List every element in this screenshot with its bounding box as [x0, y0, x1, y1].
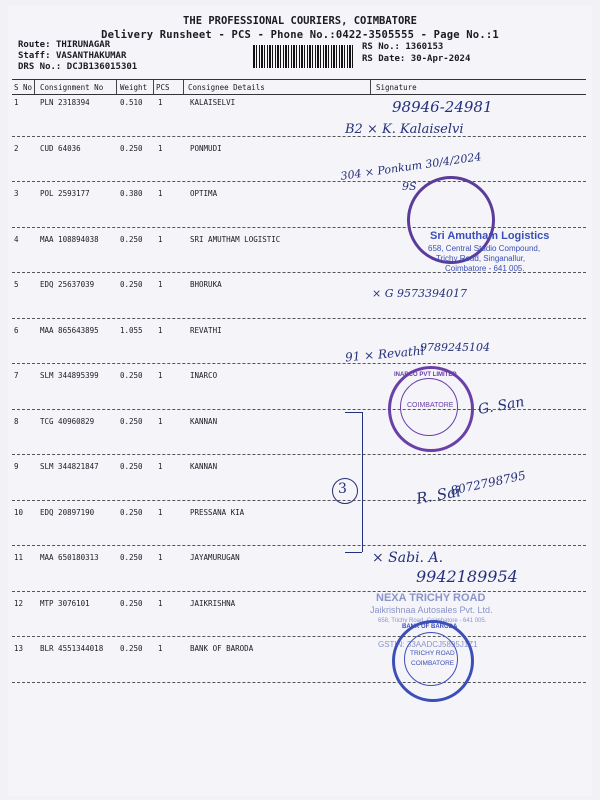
consignment-cell: PLN 2318394: [40, 98, 90, 107]
table-header-rule: [12, 94, 586, 95]
stamp-inner-text: COIMBATORE: [407, 402, 454, 409]
consignment-cell: CUD 64036: [40, 143, 81, 153]
row-separator: [12, 318, 586, 319]
row-separator: [12, 136, 586, 137]
handwritten-signature: × Sabi. A.: [372, 550, 444, 566]
handwritten-phone: 8072798795: [449, 468, 527, 498]
sno-cell: 4: [14, 234, 19, 244]
pcs-cell: 1: [158, 598, 163, 608]
drs-value: DCJB136015301: [66, 62, 138, 72]
weight-cell: 0.510: [120, 98, 143, 107]
consignment-cell: SLM 344821847: [40, 462, 99, 471]
handwritten-signature: R. Sai: [414, 482, 463, 508]
row-separator: [12, 500, 586, 501]
weight-cell: 0.250: [120, 371, 143, 380]
staff-label: Staff:: [18, 51, 51, 61]
handwritten-signature: 91 × Revathi: [344, 343, 425, 365]
pcs-cell: 1: [158, 143, 163, 153]
consignee-cell: BANK OF BARODA: [190, 644, 254, 653]
weight-cell: 0.380: [120, 189, 143, 198]
route-label: Route:: [18, 40, 51, 50]
row-separator: [12, 591, 586, 592]
handwritten-phone: 9942189954: [416, 567, 518, 586]
weight-cell: 1.055: [120, 325, 143, 335]
stamp-address: Coimbatore - 641 005.: [445, 264, 525, 273]
weight-cell: 0.250: [120, 507, 143, 517]
row-separator: [12, 636, 586, 637]
stamp-gstin: GSTIN: 33AADCJ5895J1Z1: [378, 640, 478, 649]
col-header-consignment: Consignment No: [40, 83, 104, 92]
sno-cell: 9: [14, 462, 19, 471]
weight-cell: 0.250: [120, 644, 143, 653]
drs-line: [18, 62, 137, 72]
col-divider: [34, 80, 35, 94]
sno-cell: 7: [14, 371, 19, 380]
pcs-cell: 1: [158, 644, 163, 653]
consignment-cell: MAA 650180313: [40, 553, 99, 562]
table-top-rule: [12, 79, 586, 80]
handwritten-phone: 98946-24981: [392, 98, 493, 116]
handwritten-phone: 9789245104: [420, 341, 490, 354]
col-header-pcs: PCS: [156, 83, 170, 92]
consignee-cell: BHORUKA: [190, 280, 222, 289]
rs-no-line: [362, 42, 443, 52]
stamp-title: NEXA TRICHY ROAD: [376, 592, 486, 604]
stamp-company: Jaikrishnaa Autosales Pvt. Ltd.: [370, 605, 493, 615]
row-separator: [12, 363, 586, 364]
col-header-consignee: Consignee Details: [188, 83, 265, 92]
handwritten-note: 9S: [402, 180, 417, 193]
sno-cell: 13: [14, 644, 24, 653]
pcs-cell: 1: [158, 462, 163, 471]
col-divider: [183, 80, 184, 94]
consignee-cell: KANNAN: [190, 462, 218, 471]
route-value: THIRUNAGAR: [55, 40, 111, 50]
weight-cell: 0.250: [120, 416, 143, 426]
pcs-cell: 1: [158, 507, 163, 517]
runsheet-subtitle: Delivery Runsheet - PCS - Phone No.:0422-3505555 - Page No.:1: [101, 29, 499, 41]
weight-cell: 0.250: [120, 280, 143, 289]
drs-label: DRS No.:: [18, 62, 62, 72]
rs-date-label: RS Date:: [362, 54, 406, 64]
consignment-cell: TCG 40960829: [40, 416, 95, 426]
sno-cell: 10: [14, 507, 24, 517]
consignee-cell: KALAISELVI: [190, 98, 236, 107]
rs-date-value: 30-Apr-2024: [410, 54, 471, 64]
sno-cell: 1: [14, 98, 19, 107]
stamp-ring-text: INARCO PVT LIMITED: [394, 372, 457, 378]
sno-cell: 8: [14, 416, 19, 426]
pcs-cell: 1: [158, 98, 163, 107]
weight-cell: 0.250: [120, 598, 143, 608]
consignment-cell: EDQ 20897190: [40, 507, 95, 517]
handwritten-bracket: [345, 552, 362, 553]
stamp-address: 658, Central Studio Compound,: [428, 244, 541, 253]
col-divider: [153, 80, 154, 94]
pcs-cell: 1: [158, 325, 163, 335]
row-separator: [12, 227, 586, 228]
pcs-cell: 1: [158, 234, 163, 244]
consignment-cell: SLM 344895399: [40, 371, 99, 380]
col-divider: [370, 80, 371, 94]
pcs-cell: 1: [158, 189, 163, 198]
consignee-cell: SRI AMUTHAM LOGISTIC: [190, 234, 281, 244]
consignment-cell: MAA 108894038: [40, 234, 99, 244]
consignee-cell: INARCO: [190, 371, 218, 380]
weight-cell: 0.250: [120, 234, 143, 244]
weight-cell: 0.250: [120, 553, 143, 562]
rs-date-line: [362, 54, 470, 64]
row-separator: [12, 181, 586, 182]
barcode-image: [253, 45, 354, 68]
bank-inner-ring: [404, 632, 458, 686]
col-header-signature: Signature: [376, 83, 417, 92]
pcs-cell: 1: [158, 416, 163, 426]
staff-line: [18, 51, 126, 61]
handwritten-count: 3: [338, 481, 347, 497]
row-separator: [12, 545, 586, 546]
handwritten-signature: × G 9573394017: [372, 287, 467, 300]
handwritten-signature: B2 × K. Kalaiselvi: [345, 122, 464, 137]
handwritten-signature: G. San: [476, 394, 526, 418]
sno-cell: 6: [14, 325, 19, 335]
row-separator: [12, 682, 586, 683]
stamp-address: 658, Trichy Road, Coimbatore - 641 005.: [378, 618, 487, 624]
pcs-cell: 1: [158, 280, 163, 289]
col-divider: [116, 80, 117, 94]
stamp-address: Trichy Road, Singanallur,: [436, 254, 526, 263]
consignee-cell: REVATHI: [190, 325, 222, 335]
consignee-cell: OPTIMA: [190, 189, 218, 198]
sno-cell: 2: [14, 143, 19, 153]
staff-value: VASANTHAKUMAR: [55, 51, 127, 61]
sno-cell: 3: [14, 189, 19, 198]
consignee-cell: PONMUDI: [190, 143, 222, 153]
col-header-sno: S No: [14, 83, 33, 92]
consignee-cell: JAIKRISHNA: [190, 598, 236, 608]
stamp-inner-text: COIMBATORE: [411, 660, 455, 667]
consignment-cell: POL 2593177: [40, 189, 90, 198]
consignee-cell: KANNAN: [190, 416, 218, 426]
stamp-ring-text: BANK OF BARODA: [402, 624, 458, 630]
pcs-cell: 1: [158, 371, 163, 380]
consignment-cell: MTP 3076101: [40, 598, 90, 608]
company-title: THE PROFESSIONAL COURIERS, COIMBATORE: [183, 15, 417, 27]
stamp-inner-text: TRICHY ROAD: [410, 650, 455, 657]
pcs-cell: 1: [158, 553, 163, 562]
sno-cell: 5: [14, 280, 19, 289]
handwritten-bracket: [345, 412, 362, 413]
consignment-cell: BLR 4551344018: [40, 644, 104, 653]
consignee-cell: JAYAMURUGAN: [190, 553, 240, 562]
stamp-title: Sri Amutham Logistics: [430, 230, 550, 242]
route-line: [18, 40, 110, 50]
sno-cell: 12: [14, 598, 24, 608]
consignment-cell: EDQ 25637039: [40, 280, 95, 289]
weight-cell: 0.250: [120, 462, 143, 471]
consignee-cell: PRESSANA KIA: [190, 507, 245, 517]
consignment-cell: MAA 865643895: [40, 325, 99, 335]
col-header-weight: Weight: [120, 83, 148, 92]
rs-no-label: RS No.:: [362, 42, 400, 52]
row-separator: [12, 454, 586, 455]
rs-no-value: 1360153: [405, 42, 444, 52]
sno-cell: 11: [14, 553, 24, 562]
handwritten-signature: 304 × Ponkum 30/4/2024: [339, 150, 483, 183]
weight-cell: 0.250: [120, 143, 143, 153]
handwritten-bracket: [362, 412, 363, 552]
